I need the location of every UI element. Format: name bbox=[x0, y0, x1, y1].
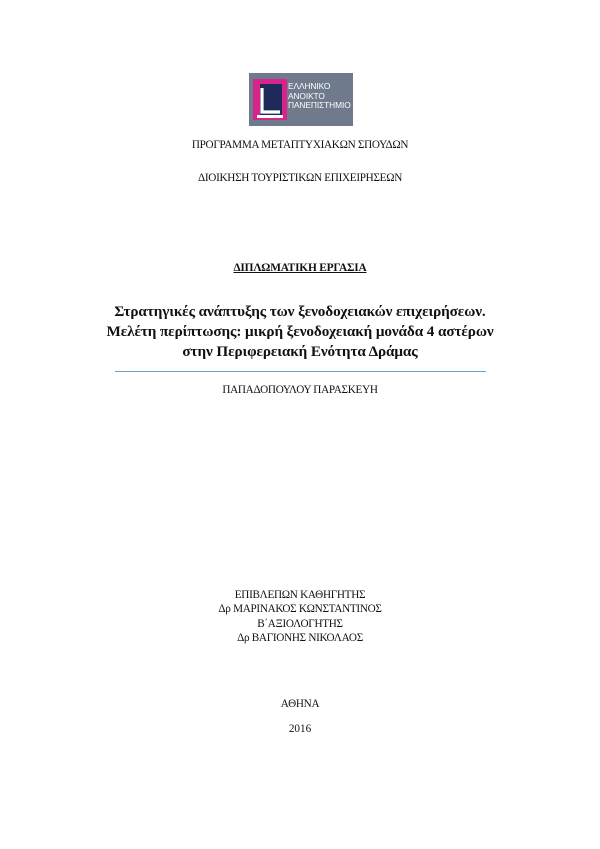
university-logo bbox=[249, 73, 353, 126]
thesis-title-line-3: στην Περιφερειακή Ενότητα Δράμας bbox=[182, 343, 418, 360]
department-name: ΔΙΟΙΚΗΣΗ ΤΟΥΡΙΣΤΙΚΩΝ ΕΠΙΧΕΙΡΗΣΕΩΝ bbox=[197, 172, 402, 184]
city: ΑΘΗΝΑ bbox=[280, 698, 320, 710]
thesis-title-line-2: Μελέτη περίπτωσης: μικρή ξενοδοχειακή μονάδα 4 αστέρων bbox=[106, 323, 494, 340]
supervisor-name: Δρ ΜΑΡΙΝΑΚΟΣ ΚΩΝΣΤΑΝΤΙΝΟΣ bbox=[218, 603, 382, 616]
title-divider bbox=[115, 371, 486, 372]
logo-book-icon bbox=[253, 79, 287, 120]
thesis-title-line-1: Στρατηγικές ανάπτυξης των ξενοδοχειακών επιχειρήσεων. bbox=[114, 303, 486, 320]
year: 2016 bbox=[288, 723, 312, 735]
committee-block bbox=[0, 588, 600, 646]
thesis-title bbox=[0, 302, 600, 362]
second-examiner-label: Β΄ΑΞΙΟΛΟΓΗΤΗΣ bbox=[257, 617, 343, 630]
author-name: ΠΑΠΑΔΟΠΟΥΛΟΥ ΠΑΡΑΣΚΕΥΗ bbox=[222, 384, 378, 396]
supervisor-label: ΕΠΙΒΛΕΠΩΝ ΚΑΘΗΓΗΤΗΣ bbox=[234, 589, 366, 601]
logo-line-2: ΑΝΟΙΚΤΟ bbox=[288, 90, 325, 101]
program-name: ΠΡΟΓΡΑΜΜΑ ΜΕΤΑΠΤΥΧΙΑΚΩΝ ΣΠΟΥΔΩΝ bbox=[191, 139, 409, 151]
thesis-type-heading: ΔΙΠΛΩΜΑΤΙΚΗ ΕΡΓΑΣΙΑ bbox=[233, 262, 367, 274]
logo-line-1: ΕΛΛΗΝΙΚΟ bbox=[288, 81, 331, 91]
second-examiner-name: Δρ ΒΑΓΙΟΝΗΣ ΝΙΚΟΛΑΟΣ bbox=[237, 632, 363, 645]
logo-line-3: ΠΑΝΕΠΙΣΤΗΜΙΟ bbox=[288, 100, 351, 111]
logo-wordmark bbox=[288, 82, 352, 111]
